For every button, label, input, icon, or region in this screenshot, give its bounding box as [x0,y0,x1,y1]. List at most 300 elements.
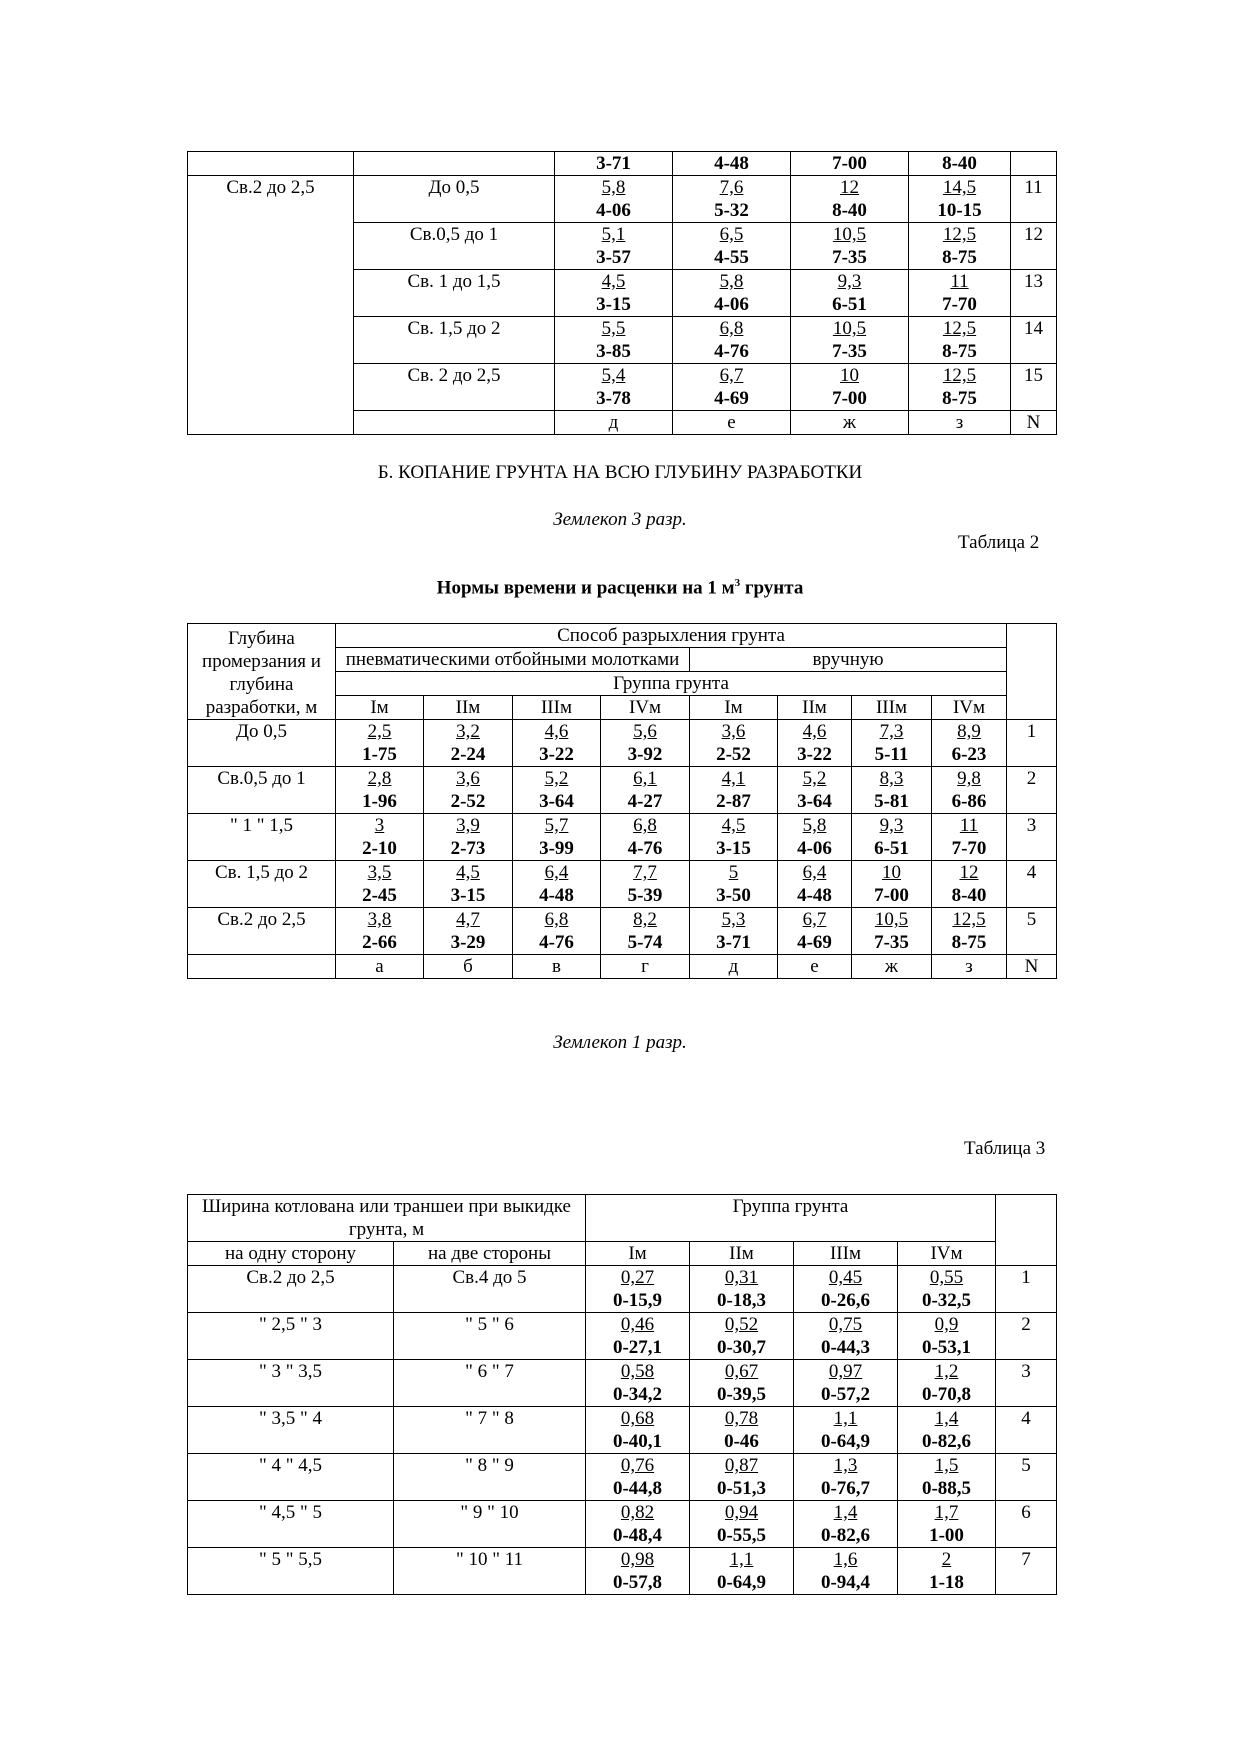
time-norm: 9,3 [837,271,862,292]
rate-value: 4-06 [797,838,832,859]
norm-cell [601,861,690,908]
time-norm: 12,5 [942,365,977,386]
rate-value: 2-66 [362,932,397,953]
time-norm: 3,6 [456,768,480,789]
two-sides-cell: " 8 " 9 [394,1454,586,1501]
rate-value: 8-40 [832,200,867,221]
time-norm: 4,5 [456,862,480,883]
time-norm: 12 [959,862,979,883]
time-norm: 8,9 [957,721,981,742]
norm-cell [424,767,513,814]
rate-value: 0-46 [724,1431,759,1452]
rate-value: 3-15 [450,885,486,906]
norm-cell [794,1501,898,1548]
rate-value: 0-44,3 [820,1337,871,1358]
time-norm: 0,76 [620,1455,655,1476]
norm-cell [690,1313,794,1360]
rate-value: 3-29 [450,932,486,953]
table-row [188,1454,1057,1501]
time-norm: 1,1 [729,1549,754,1570]
norms-title: Нормы времени и расценки на 1 $м^3$ грунта [436,577,804,599]
norm-cell [673,176,791,223]
time-norm: 9,8 [957,768,981,789]
time-norm: 5,8 [719,271,744,292]
norms-table-2 [187,623,1057,979]
norm-cell [852,814,932,861]
rate-value: 7-35 [874,932,909,953]
soil-group: IIм [690,1242,794,1266]
column-letter: е [778,955,852,979]
time-norm: 4,6 [802,721,827,742]
norm-cell [932,861,1007,908]
row-number: 13 [1011,270,1057,317]
norm-cell [690,1407,794,1454]
time-norm: 0,87 [724,1455,759,1476]
rate-value: 8-75 [942,388,977,409]
row-number: 2 [1007,767,1057,814]
time-norm: 8,3 [879,768,904,789]
time-norm: 0,82 [620,1502,655,1523]
time-norm: 5,5 [601,318,626,339]
rate-value: 3-99 [539,838,574,859]
norm-cell [794,1266,898,1313]
norm-cell [791,270,909,317]
rate-value: 5-32 [714,200,749,221]
norm-cell [513,767,601,814]
table-row [188,176,1057,223]
rate-value: 4-76 [627,838,663,859]
rate-value: 4-48 [673,152,791,176]
table2-label: Таблица 2 [958,532,1040,553]
depth-cell: Св. 1,5 до 2 [354,317,555,364]
rate-value: 7-00 [874,885,909,906]
soil-group: Iм [586,1242,690,1266]
column-letters [188,955,1057,979]
two-sides-cell: " 6 " 7 [394,1360,586,1407]
table-row [188,861,1057,908]
norm-cell [690,1454,794,1501]
time-norm: 2,8 [367,768,392,789]
norm-cell [424,720,513,767]
rate-value: 4-76 [539,932,574,953]
row-number: 3 [996,1360,1057,1407]
time-norm: 6,4 [544,862,569,883]
time-norm: 1,2 [934,1361,959,1382]
norm-cell [673,270,791,317]
norm-cell [932,908,1007,955]
soil-group: IIIм [852,696,932,720]
norm-cell [586,1266,690,1313]
rate-value: 0-64,9 [716,1572,767,1593]
table-row [188,1313,1057,1360]
one-side-cell: " 5 " 5,5 [188,1548,394,1595]
rate-value: 1-75 [362,744,397,765]
time-norm: 6,5 [719,224,744,245]
column-letter: в [513,955,601,979]
row-number: 2 [996,1313,1057,1360]
time-norm: 3,2 [456,721,480,742]
time-norm: 0,55 [929,1267,964,1288]
norm-cell [336,861,424,908]
norm-cell [586,1360,690,1407]
row-number: 15 [1011,364,1057,411]
soil-group: Iм [336,696,424,720]
rate-value: 0-55,5 [716,1525,767,1546]
method-header: Способ разрыхления грунта [336,624,1007,648]
table-row [188,1360,1057,1407]
norm-cell [932,767,1007,814]
rate-value: 4-55 [714,247,749,268]
rate-value: 0-26,6 [820,1290,871,1311]
norm-cell [791,364,909,411]
norm-cell [555,317,673,364]
one-side-header: на одну сторону [188,1242,394,1266]
norm-cell [898,1454,996,1501]
time-norm: 1,5 [934,1455,959,1476]
two-sides-header: на две стороны [394,1242,586,1266]
depth-cell: Св.0,5 до 1 [188,767,336,814]
norm-cell [794,1548,898,1595]
table-row [188,720,1057,767]
time-norm: 5,4 [601,365,626,386]
norm-cell [852,908,932,955]
time-norm: 5,3 [721,909,746,930]
rate-value: 3-71 [716,932,751,953]
rate-value: 0-94,4 [820,1572,871,1593]
norm-cell [794,1313,898,1360]
rate-value: 0-15,9 [612,1290,663,1311]
time-norm: 4,6 [544,721,569,742]
rate-value: 4-27 [627,791,663,812]
norm-cell [852,767,932,814]
table-row [188,152,1057,176]
table-row [188,908,1057,955]
soil-group: IIм [424,696,513,720]
column-letter: ж [852,955,932,979]
rate-value [1011,152,1057,176]
time-norm: 12,5 [952,909,986,930]
rate-value: 10-15 [937,200,982,221]
rate-value: 0-44,8 [612,1478,663,1499]
time-norm: 0,94 [724,1502,759,1523]
rate-value: 2-24 [450,744,486,765]
rate-value: 2-45 [362,885,397,906]
rate-value: 0-53,1 [921,1337,972,1358]
row-number: 7 [996,1548,1057,1595]
depth-cell: Св. 1,5 до 2 [188,861,336,908]
table-row [188,1548,1057,1595]
time-norm: 0,27 [620,1267,655,1288]
rate-value: 4-69 [797,932,832,953]
group-header: Группа грунта [336,672,1007,696]
norms-table-continuation [187,151,1057,435]
rate-value: 6-51 [874,838,909,859]
time-norm: 3,8 [367,909,392,930]
row-number: 4 [996,1407,1057,1454]
time-norm: 1,4 [833,1502,858,1523]
section-title: Б. КОПАНИЕ ГРУНТА НА ВСЮ ГЛУБИНУ РАЗРАБОТКИ [377,462,863,483]
rate-value: 3-22 [797,744,832,765]
depth-cell: Св.2 до 2,5 [188,908,336,955]
rate-value: 8-40 [909,152,1011,176]
norm-cell [690,1266,794,1313]
depth-cell: До 0,5 [188,720,336,767]
norm-cell [794,1454,898,1501]
norm-cell [336,908,424,955]
norm-cell [909,364,1011,411]
norm-cell [898,1407,996,1454]
one-side-cell: " 3,5 " 4 [188,1407,394,1454]
norm-cell [673,223,791,270]
time-norm: 12,5 [942,224,977,245]
one-side-cell: " 4 " 4,5 [188,1454,394,1501]
group-row-3 [188,1242,1057,1266]
rate-value: 7-00 [791,152,909,176]
rate-value: 1-18 [929,1572,964,1593]
depth-cell: " 1 " 1,5 [188,814,336,861]
rate-value: 0-57,8 [612,1572,663,1593]
rate-value: 3-15 [596,294,631,315]
time-norm: 0,98 [620,1549,655,1570]
norm-cell [336,767,424,814]
rate-value: 2-52 [716,744,751,765]
norm-cell [513,720,601,767]
rate-value: 4-76 [714,341,749,362]
rate-value: 6-86 [951,791,987,812]
row-number: 5 [996,1454,1057,1501]
time-norm: 5,1 [601,224,626,245]
norm-cell [673,364,791,411]
time-norm: 3,6 [721,721,746,742]
time-norm: 5,2 [802,768,827,789]
norms-table-3 [187,1194,1057,1595]
soil-group: IVм [601,696,690,720]
norm-cell [898,1313,996,1360]
rate-value: 1-00 [929,1525,964,1546]
two-sides-cell: " 5 " 6 [394,1313,586,1360]
norm-cell [424,908,513,955]
time-norm: 14,5 [942,177,977,198]
time-norm: 7,6 [719,177,744,198]
rate-value: 6-51 [832,294,867,315]
rate-value: 0-32,5 [921,1290,972,1311]
norm-cell [690,767,778,814]
rate-value: 3-92 [627,744,663,765]
rate-value: 0-88,5 [921,1478,972,1499]
table-row [188,814,1057,861]
norm-cell [690,814,778,861]
rate-value: 8-75 [942,341,977,362]
time-norm: 8,2 [633,909,657,930]
column-letter: а [336,955,424,979]
time-norm: 10,5 [832,224,867,245]
norm-cell [690,720,778,767]
time-norm: 5,2 [544,768,569,789]
soil-group: IIIм [794,1242,898,1266]
row-number: 3 [1007,814,1057,861]
column-letter: N [1011,411,1057,435]
one-side-cell: Св.2 до 2,5 [188,1266,394,1313]
time-norm: 1,3 [833,1455,858,1476]
norm-cell [898,1360,996,1407]
rate-value: 0-40,1 [612,1431,663,1452]
one-side-cell: " 3 " 3,5 [188,1360,394,1407]
norm-cell [336,814,424,861]
time-norm: 0,68 [620,1408,655,1429]
norm-cell [601,767,690,814]
norm-cell [690,861,778,908]
norm-cell [555,270,673,317]
time-norm: 10,5 [874,909,909,930]
norm-cell [513,814,601,861]
rate-value: 0-82,6 [921,1431,972,1452]
norm-cell [852,861,932,908]
rate-value: 7-35 [832,341,867,362]
norm-cell [794,1407,898,1454]
time-norm: 0,46 [620,1314,655,1335]
time-norm: 0,78 [724,1408,759,1429]
norm-cell [555,223,673,270]
time-norm: 4,5 [721,815,746,836]
time-norm: 6,4 [802,862,827,883]
norm-cell [424,861,513,908]
rate-value: 2-87 [716,791,751,812]
rate-value: 8-75 [951,932,987,953]
table-row [188,767,1057,814]
soil-group: Iм [690,696,778,720]
rate-value: 4-48 [539,885,574,906]
norm-cell [690,908,778,955]
row-number: 11 [1011,176,1057,223]
time-norm: 6,8 [633,815,657,836]
time-norm: 4,5 [601,271,626,292]
rate-value: 0-48,4 [612,1525,663,1546]
rate-value: 2-73 [450,838,486,859]
time-norm: 9,3 [879,815,904,836]
time-norm: 3,5 [367,862,392,883]
soil-group: IIм [778,696,852,720]
time-norm: 1,1 [833,1408,858,1429]
rate-value: 3-57 [596,247,631,268]
norm-cell [586,1501,690,1548]
time-norm: 0,67 [724,1361,759,1382]
one-side-cell: " 4,5 " 5 [188,1501,394,1548]
norm-cell [690,1501,794,1548]
norm-cell [586,1548,690,1595]
table3-label: Таблица 3 [964,1138,1046,1159]
norm-cell [778,767,852,814]
time-norm: 6,1 [633,768,657,789]
norm-cell [898,1501,996,1548]
time-norm: 10 [882,862,901,883]
manual-header: вручную [690,648,1007,672]
row-number: 14 [1011,317,1057,364]
row-number: 12 [1011,223,1057,270]
norm-cell [778,720,852,767]
norm-cell [778,814,852,861]
time-norm: 0,52 [724,1314,759,1335]
rate-value: 3-78 [596,388,631,409]
time-norm: 1,7 [934,1502,959,1523]
norm-cell [555,364,673,411]
depth-cell: До 0,5 [354,176,555,223]
rate-value: 0-18,3 [716,1290,767,1311]
table-row [188,1407,1057,1454]
rate-value: 4-48 [797,885,832,906]
two-sides-cell: " 10 " 11 [394,1548,586,1595]
norm-cell [778,861,852,908]
rate-value: 0-30,7 [716,1337,767,1358]
time-norm: 6,7 [802,909,827,930]
table2-body [188,624,1057,979]
rate-value: 0-51,3 [716,1478,767,1499]
two-sides-cell: " 9 " 10 [394,1501,586,1548]
norm-cell [909,270,1011,317]
time-norm: 0,45 [828,1267,863,1288]
time-norm: 5,6 [633,721,657,742]
norm-cell [586,1454,690,1501]
rate-value: 5-81 [874,791,909,812]
time-norm: 10,5 [832,318,867,339]
depth-cell: Св. 1 до 1,5 [354,270,555,317]
column-letter: з [932,955,1007,979]
time-norm: 0,97 [828,1361,863,1382]
time-norm: 12 [840,177,859,198]
column-letter: д [555,411,673,435]
rate-value: 0-39,5 [716,1384,767,1405]
rate-value: 3-64 [797,791,832,812]
table1-body [188,152,1057,435]
group-cell: Св.2 до 2,5 [188,176,354,435]
row-number: 1 [1007,720,1057,767]
rate-value: 3-22 [539,744,574,765]
column-letter: з [909,411,1011,435]
norm-cell [778,908,852,955]
depth-cell: Св.0,5 до 1 [354,223,555,270]
time-norm: 2,5 [367,721,392,742]
norm-cell [555,176,673,223]
rate-value: 0-57,2 [820,1384,871,1405]
norm-cell [673,317,791,364]
rate-value: 8-40 [951,885,987,906]
time-norm: 4,7 [456,909,480,930]
rate-value: 0-82,6 [820,1525,871,1546]
norm-cell [791,317,909,364]
norm-cell [601,720,690,767]
norm-cell [791,176,909,223]
norm-cell [424,814,513,861]
time-norm: 7,3 [879,721,904,742]
width-header: Ширина котлована или траншеи при выкидке грунта, м [188,1195,586,1242]
norm-cell [336,720,424,767]
norm-cell [909,176,1011,223]
rate-value: 7-35 [832,247,867,268]
norm-cell [932,720,1007,767]
time-norm: 2 [941,1549,952,1570]
depth-header: Глубина промерзания и глубина разработки, м [188,624,336,720]
time-norm: 6,8 [544,909,569,930]
row-number: 4 [1007,861,1057,908]
rate-value: 4-69 [714,388,749,409]
time-norm: 4,1 [721,768,746,789]
norm-cell [513,861,601,908]
rate-value: 1-96 [362,791,397,812]
rate-value: 0-64,9 [820,1431,871,1452]
one-side-cell: " 2,5 " 3 [188,1313,394,1360]
depth-cell: Св. 2 до 2,5 [354,364,555,411]
time-norm: 5,8 [802,815,827,836]
rate-value: 3-64 [539,791,574,812]
